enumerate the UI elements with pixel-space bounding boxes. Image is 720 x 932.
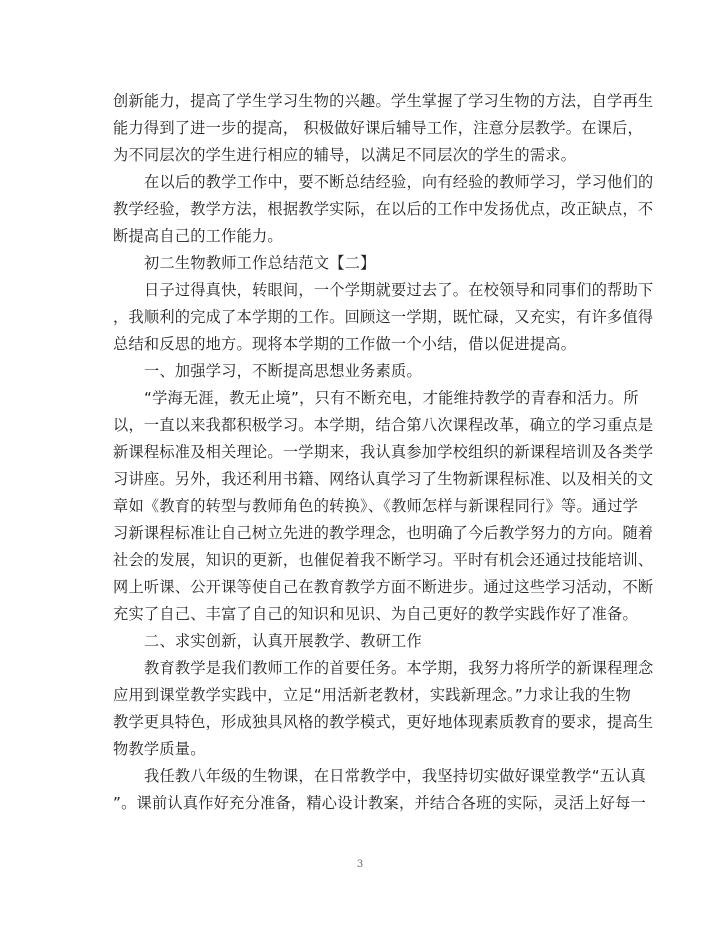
paragraph-line: 在以后的教学工作中，要不断总结经验，向有经验的教师学习，学习他们的 bbox=[144, 173, 654, 191]
subsection-heading: 一、加强学习，不断提高思想业务素质。 bbox=[144, 362, 422, 380]
paragraph-line: 教育教学是我们教师工作的首要任务。本学期，我努力将所学的新课程理念 bbox=[144, 659, 654, 677]
paragraph-line: 断提高自己的工作能力。 bbox=[113, 227, 283, 245]
paragraph-line: 为不同层次的学生进行相应的辅导，以满足不同层次的学生的需求。 bbox=[113, 146, 577, 164]
paragraph-line: 教学更具特色，形成独具风格的教学模式，更好地体现素质教育的要求，提高生 bbox=[113, 713, 654, 731]
paragraph-line: ，我顺利的完成了本学期的工作。回顾这一学期，既忙碌，又充实，有许多值得 bbox=[113, 308, 654, 326]
paragraph-line: 习新课程标准让自己树立先进的教学理念，也明确了今后教学努力的方向。随着 bbox=[113, 524, 654, 542]
document-body bbox=[113, 88, 654, 817]
paragraph-line: 能力得到了进一步的提高， 积极做好课后辅导工作，注意分层教学。在课后， bbox=[113, 119, 643, 137]
paragraph-line: 新课程标准及相关理论。一学期来，我认真参加学校组织的新课程培训及各类学 bbox=[113, 443, 654, 461]
paragraph-line: 创新能力，提高了学生学习生物的兴趣。学生掌握了学习生物的方法，自学再生 bbox=[113, 92, 654, 110]
section-heading: 初二生物教师工作总结范文【二】 bbox=[144, 254, 376, 272]
paragraph-line: 网上听课、公开课等使自己在教育教学方面不断进步。通过这些学习活动，不断 bbox=[113, 578, 654, 596]
paragraph-line: “学海无涯，教无止境”，只有不断充电，才能维持教学的青春和活力。所 bbox=[144, 389, 639, 407]
paragraph-line: 日子过得真快，转眼间，一个学期就要过去了。在校领导和同事们的帮助下 bbox=[144, 281, 654, 299]
subsection-heading: 二、求实创新，认真开展教学、教研工作 bbox=[144, 632, 422, 650]
paragraph-line: 应用到课堂教学实践中，立足“用活新老教材，实践新理念。”力求让我的生物 bbox=[113, 686, 632, 704]
paragraph-line: ”。课前认真作好充分准备，精心设计教案，并结合各班的实际，灵活上好每一 bbox=[113, 794, 646, 812]
paragraph-line: 习讲座。另外，我还利用书籍、网络认真学习了生物新课程标准、以及相关的文 bbox=[113, 470, 654, 488]
paragraph-line: 教学经验，教学方法，根据教学实际，在以后的工作中发扬优点，改正缺点，不 bbox=[113, 200, 654, 218]
paragraph-line: 章如《教育的转型与教师角色的转换》、《教师怎样与新课程同行》等。通过学 bbox=[113, 497, 639, 515]
paragraph-line: 物教学质量。 bbox=[113, 740, 206, 758]
paragraph-line: 以，一直以来我都积极学习。本学期，结合第八次课程改革，确立的学习重点是 bbox=[113, 416, 654, 434]
page-number: 3 bbox=[356, 859, 364, 870]
paragraph-line: 社会的发展，知识的更新，也催促着我不断学习。平时有机会还通过技能培训、 bbox=[113, 551, 654, 569]
paragraph-line: 充实了自己、丰富了自己的知识和见识、为自己更好的教学实践作好了准备。 bbox=[113, 605, 638, 623]
paragraph-line: 总结和反思的地方。现将本学期的工作做一个小结，借以促进提高。 bbox=[113, 335, 577, 353]
paragraph-line: 我任教八年级的生物课，在日常教学中，我坚持切实做好课堂教学“五认真 bbox=[144, 767, 647, 785]
